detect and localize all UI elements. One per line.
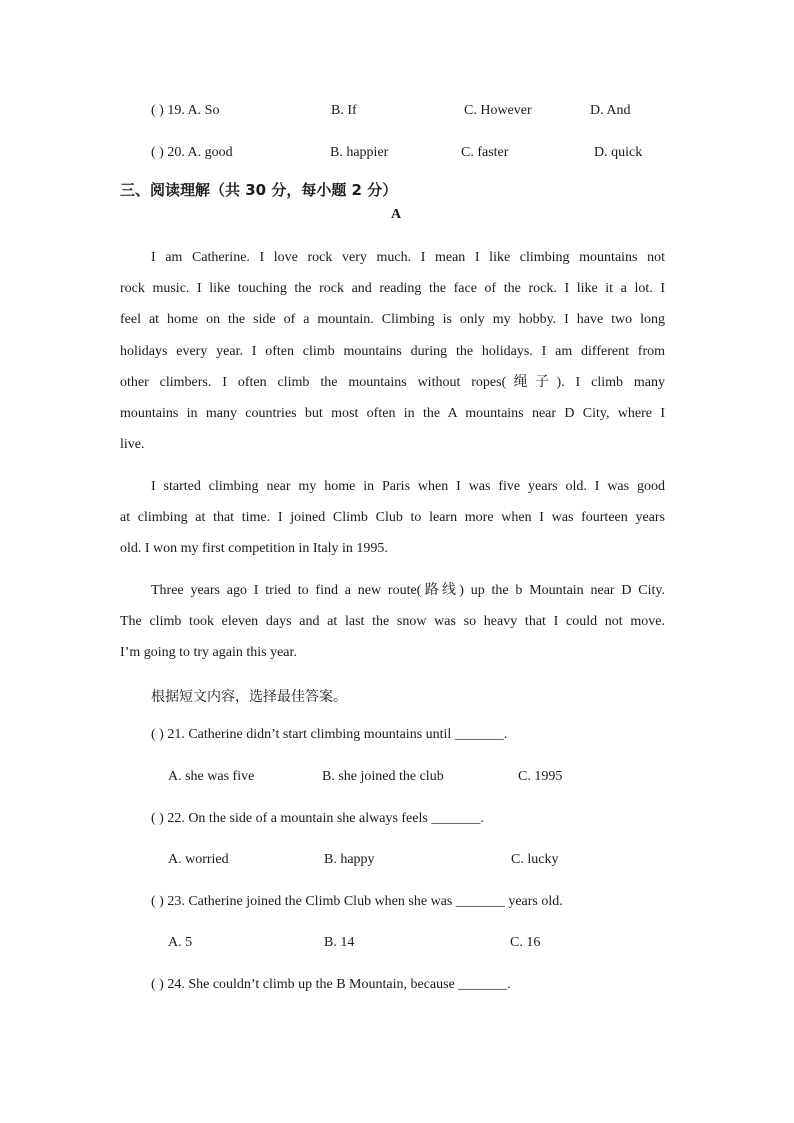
question-19-stem: ( ) 19. A. So bbox=[151, 103, 220, 118]
question-24-stem: ( ) 24. She couldn’t climb up the B Mountain, because _______. bbox=[151, 977, 511, 992]
passage-paragraph-3 bbox=[120, 575, 665, 669]
question-20-option-d: D. quick bbox=[594, 145, 643, 160]
passage-line: at climbing at that time. I joined Climb Club to learn more when I was fourteen years bbox=[120, 510, 665, 526]
question-21-option-c: C. 1995 bbox=[518, 769, 563, 784]
question-20-option-c: C. faster bbox=[461, 145, 509, 160]
passage-paragraph-1 bbox=[120, 242, 665, 460]
question-19-option-d: D. And bbox=[590, 103, 631, 118]
question-22-stem: ( ) 22. On the side of a mountain she always feels _______. bbox=[151, 811, 484, 826]
question-19-option-b: B. If bbox=[331, 103, 357, 118]
passage-title: A bbox=[391, 207, 402, 222]
instruction: 根据短文内容，选择最佳答案。 bbox=[151, 689, 347, 705]
passage-line: The climb took eleven days and at last the snow was so heavy that I could not move. bbox=[120, 614, 665, 630]
section-heading: 三、阅读理解（共 30 分，每小题 2 分） bbox=[120, 181, 398, 199]
question-21-stem: ( ) 21. Catherine didn’t start climbing mountains until _______. bbox=[151, 727, 508, 742]
question-23-option-c: C. 16 bbox=[510, 935, 541, 950]
question-23-option-b: B. 14 bbox=[324, 935, 355, 950]
passage-line: feel at home on the side of a mountain. Climbing is only my hobby. I have two long bbox=[120, 312, 665, 328]
passage-line: holidays every year. I often climb mountains during the holidays. I am different from bbox=[120, 343, 665, 359]
passage-line: old. I won my first competition in Italy in 1995. bbox=[120, 541, 388, 557]
question-20-stem: ( ) 20. A. good bbox=[151, 145, 233, 160]
passage-line: rock music. I like touching the rock and reading the face of the rock. I like it a lot. I bbox=[120, 281, 665, 297]
passage-line: Three years ago I tried to find a new route(路线) up the b Mountain near D City. bbox=[151, 583, 665, 598]
question-23-stem: ( ) 23. Catherine joined the Climb Club when she was _______ years old. bbox=[151, 894, 563, 909]
passage-line: I’m going to try again this year. bbox=[120, 645, 297, 661]
question-22-option-b: B. happy bbox=[324, 852, 375, 867]
question-20-option-b: B. happier bbox=[330, 145, 389, 160]
passage-line: mountains in many countries but most often in the A mountains near D City, where I bbox=[120, 406, 665, 422]
question-22-option-a: A. worried bbox=[168, 852, 229, 867]
passage-line: live. bbox=[120, 437, 145, 453]
question-21-option-a: A. she was five bbox=[168, 769, 255, 784]
question-23-option-a: A. 5 bbox=[168, 935, 193, 950]
question-19-option-c: C. However bbox=[464, 103, 532, 118]
question-21-option-b: B. she joined the club bbox=[322, 769, 444, 784]
passage-line: I started climbing near my home in Paris when I was five years old. I was good bbox=[151, 479, 665, 494]
question-22-option-c: C. lucky bbox=[511, 852, 559, 867]
passage-paragraph-2 bbox=[120, 471, 665, 565]
passage-line: other climbers. I often climb the mountains without ropes(绳子). I climb many bbox=[120, 374, 665, 390]
passage-line: I am Catherine. I love rock very much. I mean I like climbing mountains not bbox=[151, 250, 665, 265]
